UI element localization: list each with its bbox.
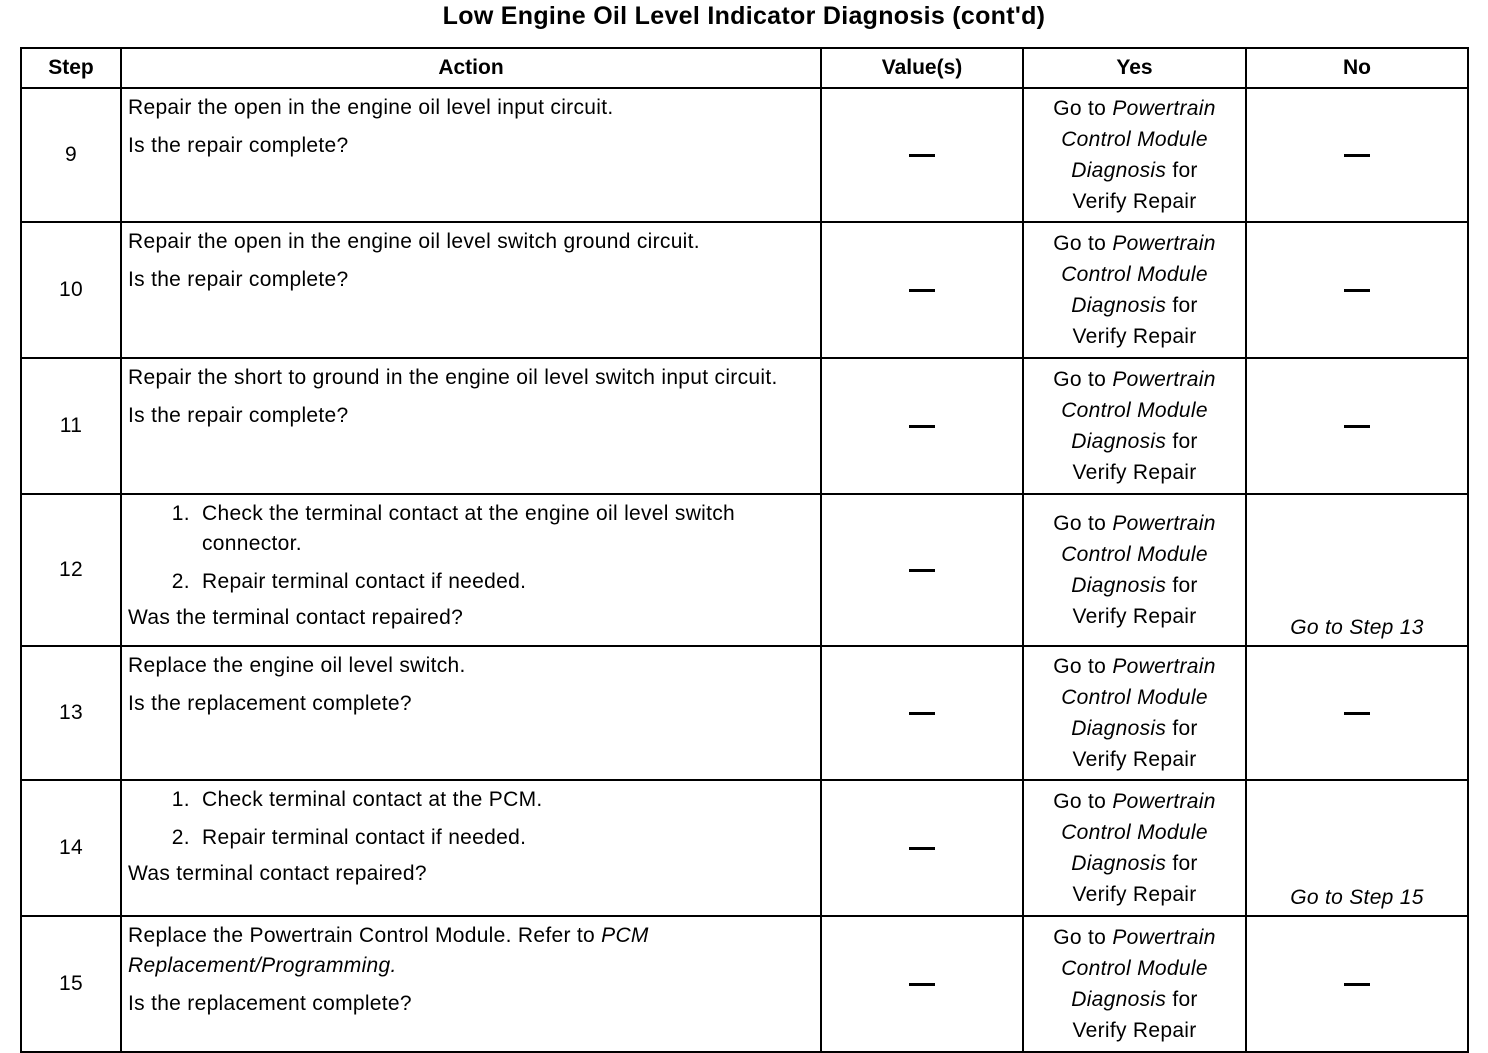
value-dash [909, 289, 935, 292]
yes-link-control-module: Control Module [1061, 686, 1208, 709]
yes-verify: Verify Repair [1072, 748, 1197, 771]
action-cell [121, 780, 821, 916]
yes-cell [1023, 646, 1246, 780]
action-list-item: 1. Check the terminal contact at the engine oil level switch connector. [196, 499, 814, 559]
yes-go-to: Go to [1053, 97, 1107, 120]
value-cell [821, 494, 1023, 646]
action-question: Is the replacement complete? [128, 692, 412, 715]
step-number: 12 [21, 494, 121, 646]
yes-link-diagnosis: Diagnosis [1071, 988, 1167, 1011]
yes-link-powertrain: Powertrain [1112, 926, 1216, 949]
yes-link-diagnosis: Diagnosis [1071, 430, 1167, 453]
table-row [21, 494, 1468, 646]
action-text-part: Replace the Powertrain Control Module. Refer to [128, 924, 595, 947]
step-number: 15 [21, 916, 121, 1052]
step-number: 9 [21, 88, 121, 222]
header-action: Action [121, 48, 821, 88]
action-list-item: 2. Repair terminal contact if needed. [196, 823, 814, 853]
value-cell [821, 780, 1023, 916]
yes-for: for [1172, 159, 1198, 182]
table-row [21, 646, 1468, 780]
value-cell [821, 646, 1023, 780]
value-dash [909, 569, 935, 572]
value-cell [821, 222, 1023, 358]
yes-link-diagnosis: Diagnosis [1071, 717, 1167, 740]
no-dash [1344, 154, 1370, 157]
action-cell [121, 222, 821, 358]
yes-verify: Verify Repair [1072, 461, 1197, 484]
no-cell [1246, 646, 1468, 780]
action-text: Repair the open in the engine oil level input circuit. [128, 96, 614, 119]
yes-link-powertrain: Powertrain [1112, 97, 1216, 120]
yes-link-control-module: Control Module [1061, 128, 1208, 151]
yes-link-control-module: Control Module [1061, 957, 1208, 980]
step-number: 13 [21, 646, 121, 780]
yes-go-to: Go to [1053, 368, 1107, 391]
value-dash [909, 983, 935, 986]
page-title: Low Engine Oil Level Indicator Diagnosis (cont'd) [442, 2, 1046, 30]
action-list [128, 499, 814, 597]
action-question: Was the terminal contact repaired? [128, 606, 464, 629]
value-cell [821, 916, 1023, 1052]
yes-verify: Verify Repair [1072, 1019, 1197, 1042]
no-cell [1246, 222, 1468, 358]
action-text: Repair the short to ground in the engine oil level switch input circuit. [128, 366, 778, 389]
step-number: 10 [21, 222, 121, 358]
no-cell [1246, 358, 1468, 494]
no-cell [1246, 88, 1468, 222]
action-question: Is the repair complete? [128, 404, 349, 427]
action-text: Replace the engine oil level switch. [128, 654, 466, 677]
action-text [128, 921, 778, 981]
yes-cell [1023, 916, 1246, 1052]
action-list-item: 2. Repair terminal contact if needed. [196, 567, 814, 597]
yes-link-powertrain: Powertrain [1112, 232, 1216, 255]
action-cell [121, 358, 821, 494]
diagnosis-table [20, 47, 1469, 1053]
header-no: No [1246, 48, 1468, 88]
yes-for: for [1172, 430, 1198, 453]
yes-link-powertrain: Powertrain [1112, 790, 1216, 813]
yes-cell [1023, 88, 1246, 222]
yes-verify: Verify Repair [1072, 605, 1197, 628]
yes-verify: Verify Repair [1072, 325, 1197, 348]
yes-go-to: Go to [1053, 790, 1107, 813]
yes-cell [1023, 222, 1246, 358]
header-step: Step [21, 48, 121, 88]
no-dash [1344, 712, 1370, 715]
value-dash [909, 425, 935, 428]
action-cell [121, 88, 821, 222]
value-cell [821, 88, 1023, 222]
yes-link-powertrain: Powertrain [1112, 655, 1216, 678]
value-dash [909, 712, 935, 715]
action-question: Is the repair complete? [128, 134, 349, 157]
yes-cell [1023, 358, 1246, 494]
yes-for: for [1172, 717, 1198, 740]
yes-link-control-module: Control Module [1061, 263, 1208, 286]
action-list [128, 785, 814, 853]
value-dash [909, 154, 935, 157]
yes-link-diagnosis: Diagnosis [1071, 852, 1167, 875]
yes-link-powertrain: Powertrain [1112, 368, 1216, 391]
action-question: Was terminal contact repaired? [128, 862, 427, 885]
table-header-row [21, 48, 1468, 88]
action-cell [121, 916, 821, 1052]
no-cell: Go to Step 13 [1246, 494, 1468, 646]
table-row [21, 358, 1468, 494]
action-text: Repair the open in the engine oil level switch ground circuit. [128, 230, 700, 253]
yes-go-to: Go to [1053, 512, 1107, 535]
yes-go-to: Go to [1053, 232, 1107, 255]
yes-for: for [1172, 294, 1198, 317]
yes-for: for [1172, 852, 1198, 875]
action-list-item: 1. Check terminal contact at the PCM. [196, 785, 814, 815]
yes-link-control-module: Control Module [1061, 821, 1208, 844]
action-question: Is the replacement complete? [128, 992, 412, 1015]
table-row [21, 780, 1468, 916]
yes-for: for [1172, 988, 1198, 1011]
step-number: 14 [21, 780, 121, 916]
header-yes: Yes [1023, 48, 1246, 88]
value-dash [909, 847, 935, 850]
no-dash [1344, 983, 1370, 986]
yes-link-control-module: Control Module [1061, 399, 1208, 422]
yes-link-diagnosis: Diagnosis [1071, 159, 1167, 182]
yes-cell [1023, 494, 1246, 646]
yes-link-powertrain: Powertrain [1112, 512, 1216, 535]
no-dash [1344, 425, 1370, 428]
yes-link-diagnosis: Diagnosis [1071, 294, 1167, 317]
action-reference: PCM Replacement/Programming. [128, 924, 649, 977]
yes-go-to: Go to [1053, 926, 1107, 949]
step-number: 11 [21, 358, 121, 494]
yes-for: for [1172, 574, 1198, 597]
yes-cell [1023, 780, 1246, 916]
action-cell [121, 494, 821, 646]
value-cell [821, 358, 1023, 494]
action-cell [121, 646, 821, 780]
yes-link-diagnosis: Diagnosis [1071, 574, 1167, 597]
table-row [21, 916, 1468, 1052]
no-dash [1344, 289, 1370, 292]
header-value: Value(s) [821, 48, 1023, 88]
yes-verify: Verify Repair [1072, 190, 1197, 213]
action-question: Is the repair complete? [128, 268, 349, 291]
yes-go-to: Go to [1053, 655, 1107, 678]
yes-link-control-module: Control Module [1061, 543, 1208, 566]
table-row [21, 88, 1468, 222]
no-cell: Go to Step 15 [1246, 780, 1468, 916]
table-row [21, 222, 1468, 358]
yes-verify: Verify Repair [1072, 883, 1197, 906]
no-cell [1246, 916, 1468, 1052]
